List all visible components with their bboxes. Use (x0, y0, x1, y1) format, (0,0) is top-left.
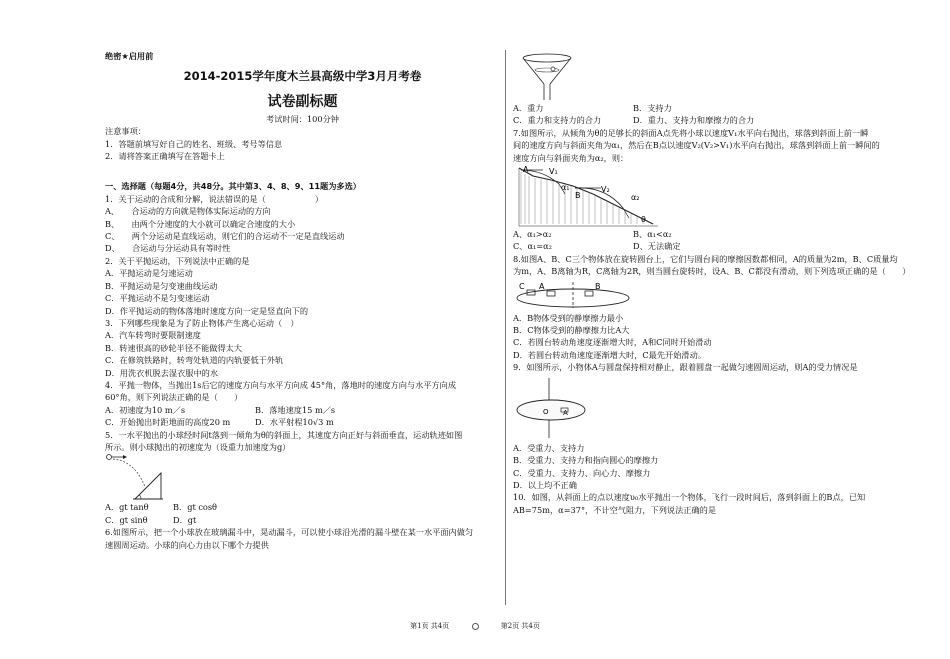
option: B．支持力 (633, 103, 672, 113)
option: C、 两个分运动是直线运动，则它们的合运动不一定是直线运动 (105, 231, 345, 242)
question-stem: 1．关于运动的合成和分解，说法错误的是（ ） (105, 193, 324, 204)
v2-label: V₂ (601, 185, 610, 195)
question-stem: 所示。则小球抛出的初速度为（设重力加速度为g） (105, 441, 291, 452)
option: D．gt (173, 514, 197, 525)
ball-icon (551, 67, 555, 71)
section-heading: 一、选择题（每题4分，共48分。其中第3、4、8、9、11题为多选） (105, 181, 361, 192)
option: A．B物体受到的静摩擦力最小 (513, 312, 624, 323)
left-column (105, 50, 500, 551)
option: C．受重力、支持力、向心力、摩擦力 (513, 467, 651, 478)
option: A．初速度为10 m／s (105, 404, 186, 415)
option: B．受重力、支持力和指向圆心的摩擦力 (513, 455, 659, 466)
alpha1-label: α₁ (561, 183, 570, 193)
option-row (513, 228, 913, 240)
page-footer (0, 621, 950, 631)
object-a-label: A (563, 408, 568, 417)
option: C、α₁=α₂ (513, 241, 552, 252)
option-row (513, 102, 913, 114)
question-stem: 速度方向与斜面夹角为α₂，则： (513, 152, 629, 163)
option-row (105, 514, 500, 526)
column-divider (505, 50, 506, 605)
turntable-figure (513, 278, 633, 312)
option: D、无法确定 (633, 241, 681, 252)
question-stem: 5．一水平抛出的小球经时间t落到一倾角为θ的斜面上，其速度方向正好与斜面垂直，运动轨迹如图 (105, 429, 463, 440)
question-stem: 2．关于平抛运动，下列说法中正确的是 (105, 255, 250, 266)
page-number-left: 第1页 共4页 (410, 622, 450, 630)
option-row (105, 501, 500, 513)
option-row (105, 404, 500, 416)
option: B．平抛运动是匀变速曲线运动 (105, 280, 218, 291)
incline-shape (135, 473, 161, 499)
option: B、 由两个分速度的大小就可以确定合速度的大小 (105, 218, 296, 229)
notice-heading: 注意事项： (105, 126, 146, 137)
question-stem: 间的速度方向与斜面夹角为α₁，然后在B点以速度V₂(V₂>V₁)水平向右抛出，球落到斜面上前一瞬间的 (513, 140, 880, 151)
question-stem: 6.如图所示，把一个小球放在玻璃漏斗中，晃动漏斗，可以使小球沿光滑的漏斗壁在某一水平面内做匀 (105, 527, 474, 538)
alpha2-label: α₂ (631, 193, 640, 203)
ball-icon (107, 455, 112, 460)
option-row (513, 114, 913, 126)
disk-figure (513, 374, 593, 442)
label-b: B (595, 281, 601, 291)
question-stem: 3．下列哪些现象是为了防止物体产生离心运动（ ） (105, 317, 299, 328)
option: A．汽车转弯时要限制速度 (105, 330, 201, 341)
option: D．若圆台转动角速度逐渐增大时，C最先开始滑动。 (513, 349, 706, 360)
option-row (513, 240, 913, 252)
point-a-label: A (523, 165, 529, 175)
option: C．gt sinθ (105, 514, 148, 525)
option: D．作平抛运动的物体落地时速度方向一定是竖直向下的 (105, 305, 309, 316)
question-stem: 8.如图A、B、C三个物体放在旋转圆台上，它们与圆台间的摩擦因数都相同，A的质量为2m，B、C质量均 (513, 253, 898, 264)
binding-circle-icon (472, 623, 479, 630)
option: C．在修筑铁路时，转弯处轨道的内轨要低于外轨 (105, 355, 284, 366)
trajectory-curve (113, 459, 145, 487)
option: D．用洗衣机脱去湿衣服中的水 (105, 367, 219, 378)
option: A．gt tanθ (105, 502, 149, 513)
option: D．重力、支持力和摩擦力的合力 (633, 115, 755, 126)
label-a: A (539, 281, 545, 291)
question-stem: 60°角，则下列说法正确的是（ ） (105, 392, 243, 403)
exam-subtitle: 试卷副标题 (267, 93, 338, 110)
slope-figure (513, 164, 663, 228)
point-b-label: B (575, 191, 581, 201)
question-stem: 4．平抛一物体，当抛出1s后它的速度方向与水平方向成 45°角，落地时的速度方向与水平方向成 (105, 379, 457, 390)
option: C．若圆台转动角速度逐渐增大时，A和C同时开始滑动 (513, 337, 712, 348)
option: A、 合运动的方向就是物体实际运动的方向 (105, 206, 271, 217)
option: B．落地速度15 m／s (255, 404, 336, 415)
question-stem: AB=75m，α=37°，不计空气阻力，下列说法正确的是 (513, 504, 717, 515)
secret-label: 绝密★启用前 (105, 51, 154, 61)
question-stem: 9．如图所示，小物体A与圆盘保持相对静止，跟着圆盘一起做匀速圆周运动，则A的受力情况是 (513, 362, 858, 373)
option: A．重力 (513, 103, 544, 113)
question-stem: 7.如图所示，从倾角为θ的足够长的斜面A点先将小球以速度V₁水平向右抛出，球落到斜面上前一瞬 (513, 127, 869, 138)
option: B．C物体受到的静摩擦力比A大 (513, 325, 630, 336)
exam-time: 考试时间：100分钟 (266, 113, 339, 124)
option: D．以上均不正确 (513, 479, 577, 490)
option: C．平抛运动不是匀变速运动 (105, 293, 210, 304)
question-stem: 10．如图，从斜面上的点以速度υ₀水平抛出一个物体，飞行一段时间后，落到斜面上的B点，已知 (513, 492, 866, 503)
funnel-figure (513, 50, 583, 102)
label-c: C (519, 281, 525, 291)
option: A．受重力、支持力 (513, 442, 585, 453)
option: B．gt cosθ (173, 502, 217, 513)
v1-label: V₁ (549, 167, 558, 177)
question-stem: 速圆周运动。小球的向心力由以下哪个力提供 (105, 539, 269, 550)
exam-title: 2014-2015学年度木兰县高级中学3月月考卷 (183, 69, 422, 84)
notice-item: 2．请将答案正确填写在答题卡上 (105, 151, 225, 162)
right-column (513, 50, 913, 516)
option: B、α₁<α₂ (633, 229, 672, 240)
theta-label: θ (641, 215, 646, 225)
option: C．重力和支持力的合力 (513, 115, 602, 126)
option-row (105, 416, 500, 428)
option: C．开始抛出时距地面的高度20 m (105, 417, 231, 428)
page-number-right: 第2页 共4页 (500, 622, 540, 630)
angle-arc (140, 495, 142, 499)
option: B．转速很高的砂轮半径不能做得太大 (105, 342, 243, 353)
option: D、 合运动与分运动具有等时性 (105, 243, 231, 254)
incline-figure (105, 453, 175, 501)
center-o-label: O (543, 407, 549, 416)
option: D．水平射程10√3 m (255, 417, 334, 428)
option: A、α₁>α₂ (513, 229, 552, 240)
question-stem: 为m，A、B离轴为R，C离轴为2R，则当圆台旋转时，设A、B、C都没有滑动，则下列选项正确的是（ ） (513, 266, 911, 277)
notice-item: 1．答题前填写好自己的姓名、班级、考号等信息 (105, 138, 283, 149)
option: A．平抛运动是匀速运动 (105, 268, 193, 279)
